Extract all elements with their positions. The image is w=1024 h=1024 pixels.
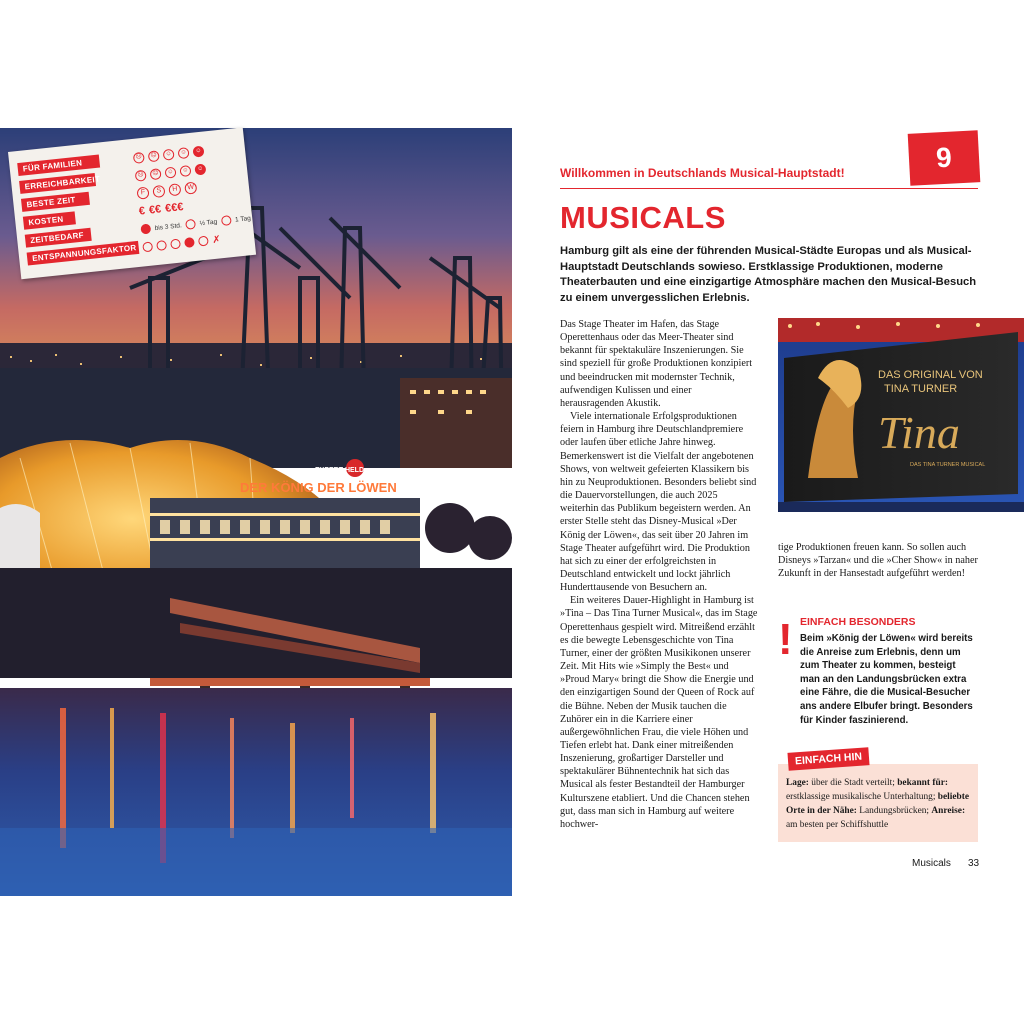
neon-sign: DER KÖNIG DER LÖWEN (240, 480, 397, 495)
circle-icon (170, 238, 181, 249)
rating-values (132, 137, 253, 256)
tina-billboard-photo (778, 318, 1024, 512)
body-column-1 (560, 318, 758, 831)
season-f: F (136, 187, 149, 200)
body-paragraph: Ein weiteres Dauer-Highlight in Hamburg ist »Tina – Das Tina Turner Musical«, das im Stage Operettenhaus gespielt wird. Mitreißend erzählt es die bewegte Lebensgeschichte von Tina Turner, einer der größten Musikikonen unserer Zeit. Mit Hits wie »Simply the Best« und »Proud Mary« bringt die Show die Energie und den einzigartigen Sound der Queen of Rock auf die Bühne. Neben der Musik tauchen die Zuhörer ein in die Karriere einer außergewöhnlichen Frau, die viele Höhen und Tiefen erlebt hat. Dank einer mitreißenden Inszenierung, großartiger Darsteller und spektakulärer Bühnentechnik hat sich das Musical als fester Bestandteil der Hamburger Kulturszene etabliert. Und die Chancen stehen gut, dass man sich in Hamburg auf weitere hochwer- (560, 595, 758, 830)
circle-icon (221, 215, 232, 226)
face-icon: ☹ (150, 168, 162, 180)
time-3h: bis 3 Std. (154, 221, 183, 232)
info-key: beliebte Orte in der Nähe: (786, 792, 970, 816)
rating-card (8, 127, 256, 279)
label-best-time: BESTE ZEIT (21, 192, 90, 212)
info-key: bekannt für: (897, 778, 948, 788)
info-value: am besten per Schiffshuttle (786, 820, 889, 830)
label-time-need: ZEITBEDARF (25, 228, 92, 248)
circle-icon (142, 241, 153, 252)
cost-high: €€€ (164, 200, 185, 215)
face-icon: ☺ (163, 148, 175, 160)
chapter-number: 9 (908, 130, 981, 186)
info-box (778, 764, 978, 842)
page-title: MUSICALS (560, 200, 726, 235)
face-icon: ☹ (148, 150, 160, 162)
label-accessibility: ERREICHBARKEIT (19, 173, 96, 194)
check-icon (140, 224, 151, 235)
body-column-2 (778, 541, 980, 580)
body-paragraph: tige Produktionen freuen kann. So sollen auch Disneys »Tarzan« und die »Cher Show« in naher Zukunft in der Hansestadt aufgeführt werden! (778, 542, 978, 580)
time-day: 1 Tag (234, 214, 252, 224)
tina-billboard-illustration (778, 318, 1024, 512)
face-icon: ☹ (135, 169, 147, 181)
body-paragraph: Das Stage Theater im Hafen, das Stage Operettenhaus oder das Meer-Theater sind bekannt für spektakuläre Inszenierungen. Sie sind speziell für große Produktionen konzipiert und beeindrucken mit modernster Technik, aufwendigen Kulissen und einer herausragenden Akustik. (560, 319, 753, 409)
season-s: S (152, 185, 165, 198)
tina-line2: TINA TURNER (884, 383, 958, 395)
face-icon: ☹ (133, 151, 145, 163)
info-value: über die Stadt verteilt; (808, 778, 898, 788)
kicker-divider (560, 188, 978, 189)
time-half-day: ½ Tag (199, 218, 218, 227)
check-icon (184, 237, 195, 248)
info-heading: EINFACH HIN (787, 747, 869, 771)
info-key: Anreise: (931, 806, 966, 816)
cost-low: € (138, 205, 146, 218)
tina-sub: DAS TINA TURNER MUSICAL (910, 462, 986, 468)
face-icon: ☺ (192, 145, 204, 157)
face-icon: ☺ (194, 163, 206, 175)
info-value: Landungsbrücken; (856, 806, 932, 816)
tip-heading: EINFACH BESONDERS (800, 616, 916, 628)
circle-icon (185, 219, 196, 230)
tip-text: Beim »König der Löwen« wird bereits die Anreise zum Erlebnis, denn um zum Theater zu kommen, besteigt man an den Landungsbrücken extra eine Fähre, die die Musical-Besucher ans andere Elbufer bringt. Besonders für Kinder faszinierend. (800, 633, 973, 726)
season-w: W (184, 181, 197, 194)
circle-icon (156, 240, 167, 251)
runner-icon: ✗ (211, 233, 222, 246)
lead-paragraph: Hamburg gilt als eine der führenden Musical-Städte Europas und als Musical-Hauptstadt Deutschlands sowieso. Erstklassige Produktionen, moderne Theaterbauten und eine einzigartige Atmosphäre machen den Musical-Besuch zu einem unvergesslichen Erlebnis. (560, 245, 977, 304)
label-relax: ENTSPANNUNGSFAKTOR (27, 241, 140, 266)
season-h: H (168, 183, 181, 196)
circle-icon (198, 236, 209, 247)
tina-line1: DAS ORIGINAL VON (878, 369, 983, 381)
info-value: erstklassige musikalische Unterhaltung; (786, 792, 938, 802)
label-cost: KOSTEN (23, 211, 76, 229)
exclamation-icon: ! (778, 615, 793, 664)
face-icon: ☺ (164, 166, 176, 178)
cost-mid: €€ (148, 203, 162, 217)
body-paragraph: Viele internationale Erfolgsproduktionen feiern in Hamburg ihre Deutschlandpremiere oder laufen über etliche Jahre hinweg. Bemerkenswert ist die Vielfalt der angebotenen Shows, von weltweit gefeierten Klassikern bis hin zu Neuproduktionen. Besonders beliebt sind die Dauervorstellungen, die auch 2025 weiterhin das Publikum begeistern werden. An erster Stelle steht das Disney-Musical »Der König der Löwen«, das seit über 20 Jahren im Stage Theater aufgeführt wird. Die Produktion hat sich zu einer der erfolgreichsten in Deutschland entwickelt und lockt jährlich Hunderttausende von Besuchern an. (560, 411, 757, 594)
tina-script: Tina (878, 407, 960, 458)
neon-badge: EXPERT HELD (315, 467, 365, 474)
footer-section-name: Musicals (912, 858, 951, 869)
page-number: 33 (968, 858, 980, 869)
face-icon: ☺ (177, 147, 189, 159)
kicker: Willkommen in Deutschlands Musical-Hauptstadt! (560, 166, 845, 180)
label-families: FÜR FAMILIEN (17, 155, 100, 177)
face-icon: ☺ (179, 165, 191, 177)
info-key: Lage: (786, 778, 809, 788)
